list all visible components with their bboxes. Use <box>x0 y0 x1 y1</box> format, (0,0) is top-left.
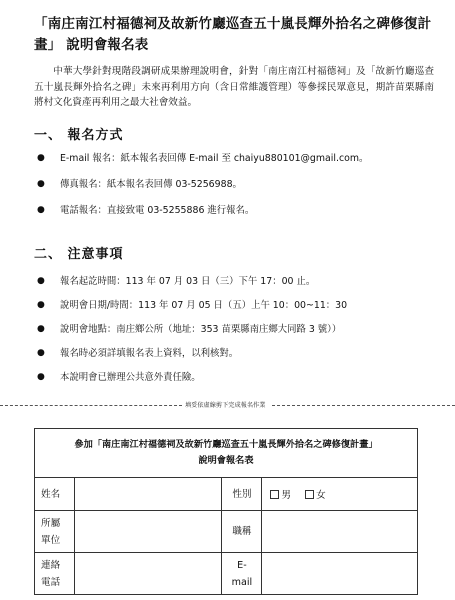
bullet-icon: ● <box>37 153 45 163</box>
list-item-text: 說明會地點：南庄鄉公所（地址：353 苗栗縣南庄鄉大同路 3 號）） <box>60 324 342 335</box>
list-item-text: 傳真報名：紙本報名表回傳 03-5256988。 <box>60 179 242 190</box>
bullet-icon: ● <box>37 372 45 382</box>
list-item <box>34 323 434 336</box>
email-label-line2: mail <box>231 576 253 588</box>
bullet-icon: ● <box>37 179 45 189</box>
list-item-text: 報名時必須詳填報名表上資料，以利核對。 <box>60 348 239 359</box>
form-heading-line2: 說明會報名表 <box>198 455 254 466</box>
list-item-text: E-mail 報名：紙本報名表回傳 E-mail 至 chaiyu880101@gmail.com。 <box>60 153 369 164</box>
list-item-text: 本說明會已辦理公共意外責任險。 <box>60 372 201 383</box>
gender-options <box>262 478 418 511</box>
list-item-text: 電話報名：直接致電 03-5255886 進行報名。 <box>60 205 255 216</box>
male-option-label: 男 <box>281 490 291 501</box>
organization-label-line2: 單位 <box>41 534 61 546</box>
cut-line-text: 填妥依虛線剪下完成報名作業 <box>185 402 266 409</box>
bullet-icon: ● <box>37 300 45 310</box>
document-title: 「南庄南江村福德祠及故新竹廳巡查五十嵐長輝外拾名之碑修復計畫」 說明會報名表 <box>34 16 432 53</box>
list-item <box>34 275 434 288</box>
email-field[interactable] <box>262 553 418 595</box>
female-checkbox[interactable] <box>305 490 314 499</box>
gender-label: 性別 <box>222 478 262 511</box>
email-label-line1: E- <box>237 559 247 571</box>
list-item <box>34 152 434 165</box>
form-heading-line1: 參加「南庄南江村福德祠及故新竹廳巡查五十嵐長輝外拾名之碑修復計畫」 <box>74 439 378 450</box>
bullet-icon: ● <box>37 348 45 358</box>
list-item-text: 說明會日期/時間：113 年 07 月 05 日（五）上午 10：00~11：30 <box>60 300 348 311</box>
phone-label <box>35 553 75 595</box>
registration-form-table <box>34 428 418 595</box>
intro-paragraph: 中華大學針對現階段調研成果辦理說明會，針對「南庄南江村福德祠」及「故新竹廳巡查五十嵐長輝外拾名之碑」未來再利用方向（含日常維護管理）等參採民眾意見，期許苗栗縣南將村文化資產再利用之最大社會效益。 <box>34 66 434 108</box>
list-item <box>34 371 434 384</box>
email-label <box>222 553 262 595</box>
organization-field[interactable] <box>74 511 222 553</box>
cut-line <box>0 401 455 411</box>
notes-list <box>34 275 434 384</box>
organization-label <box>35 511 75 553</box>
list-item <box>34 299 434 312</box>
organization-label-line1: 所屬 <box>41 517 61 529</box>
female-option-label: 女 <box>316 490 326 501</box>
bullet-icon: ● <box>37 276 45 286</box>
section-heading-registration-methods: 一、 報名方式 <box>34 128 124 143</box>
bullet-icon: ● <box>37 324 45 334</box>
list-item-text: 報名起訖時間：113 年 07 月 03 日（三）下午 17：00 止。 <box>60 276 316 287</box>
section-heading-notes: 二、 注意事項 <box>34 247 124 262</box>
list-item <box>34 347 434 360</box>
phone-label-line2: 電話 <box>41 576 61 588</box>
name-field[interactable] <box>74 478 222 511</box>
form-heading <box>35 429 418 478</box>
bullet-icon: ● <box>37 205 45 215</box>
list-item <box>34 178 434 191</box>
cut-line-dash-left <box>0 405 182 406</box>
male-checkbox[interactable] <box>270 490 279 499</box>
job-title-label: 職稱 <box>222 511 262 553</box>
name-label: 姓名 <box>35 478 75 511</box>
phone-field[interactable] <box>74 553 222 595</box>
job-title-field[interactable] <box>262 511 418 553</box>
phone-label-line1: 連絡 <box>41 559 61 571</box>
registration-methods-list <box>34 152 434 217</box>
cut-line-dash-right <box>272 405 455 406</box>
list-item <box>34 204 434 217</box>
